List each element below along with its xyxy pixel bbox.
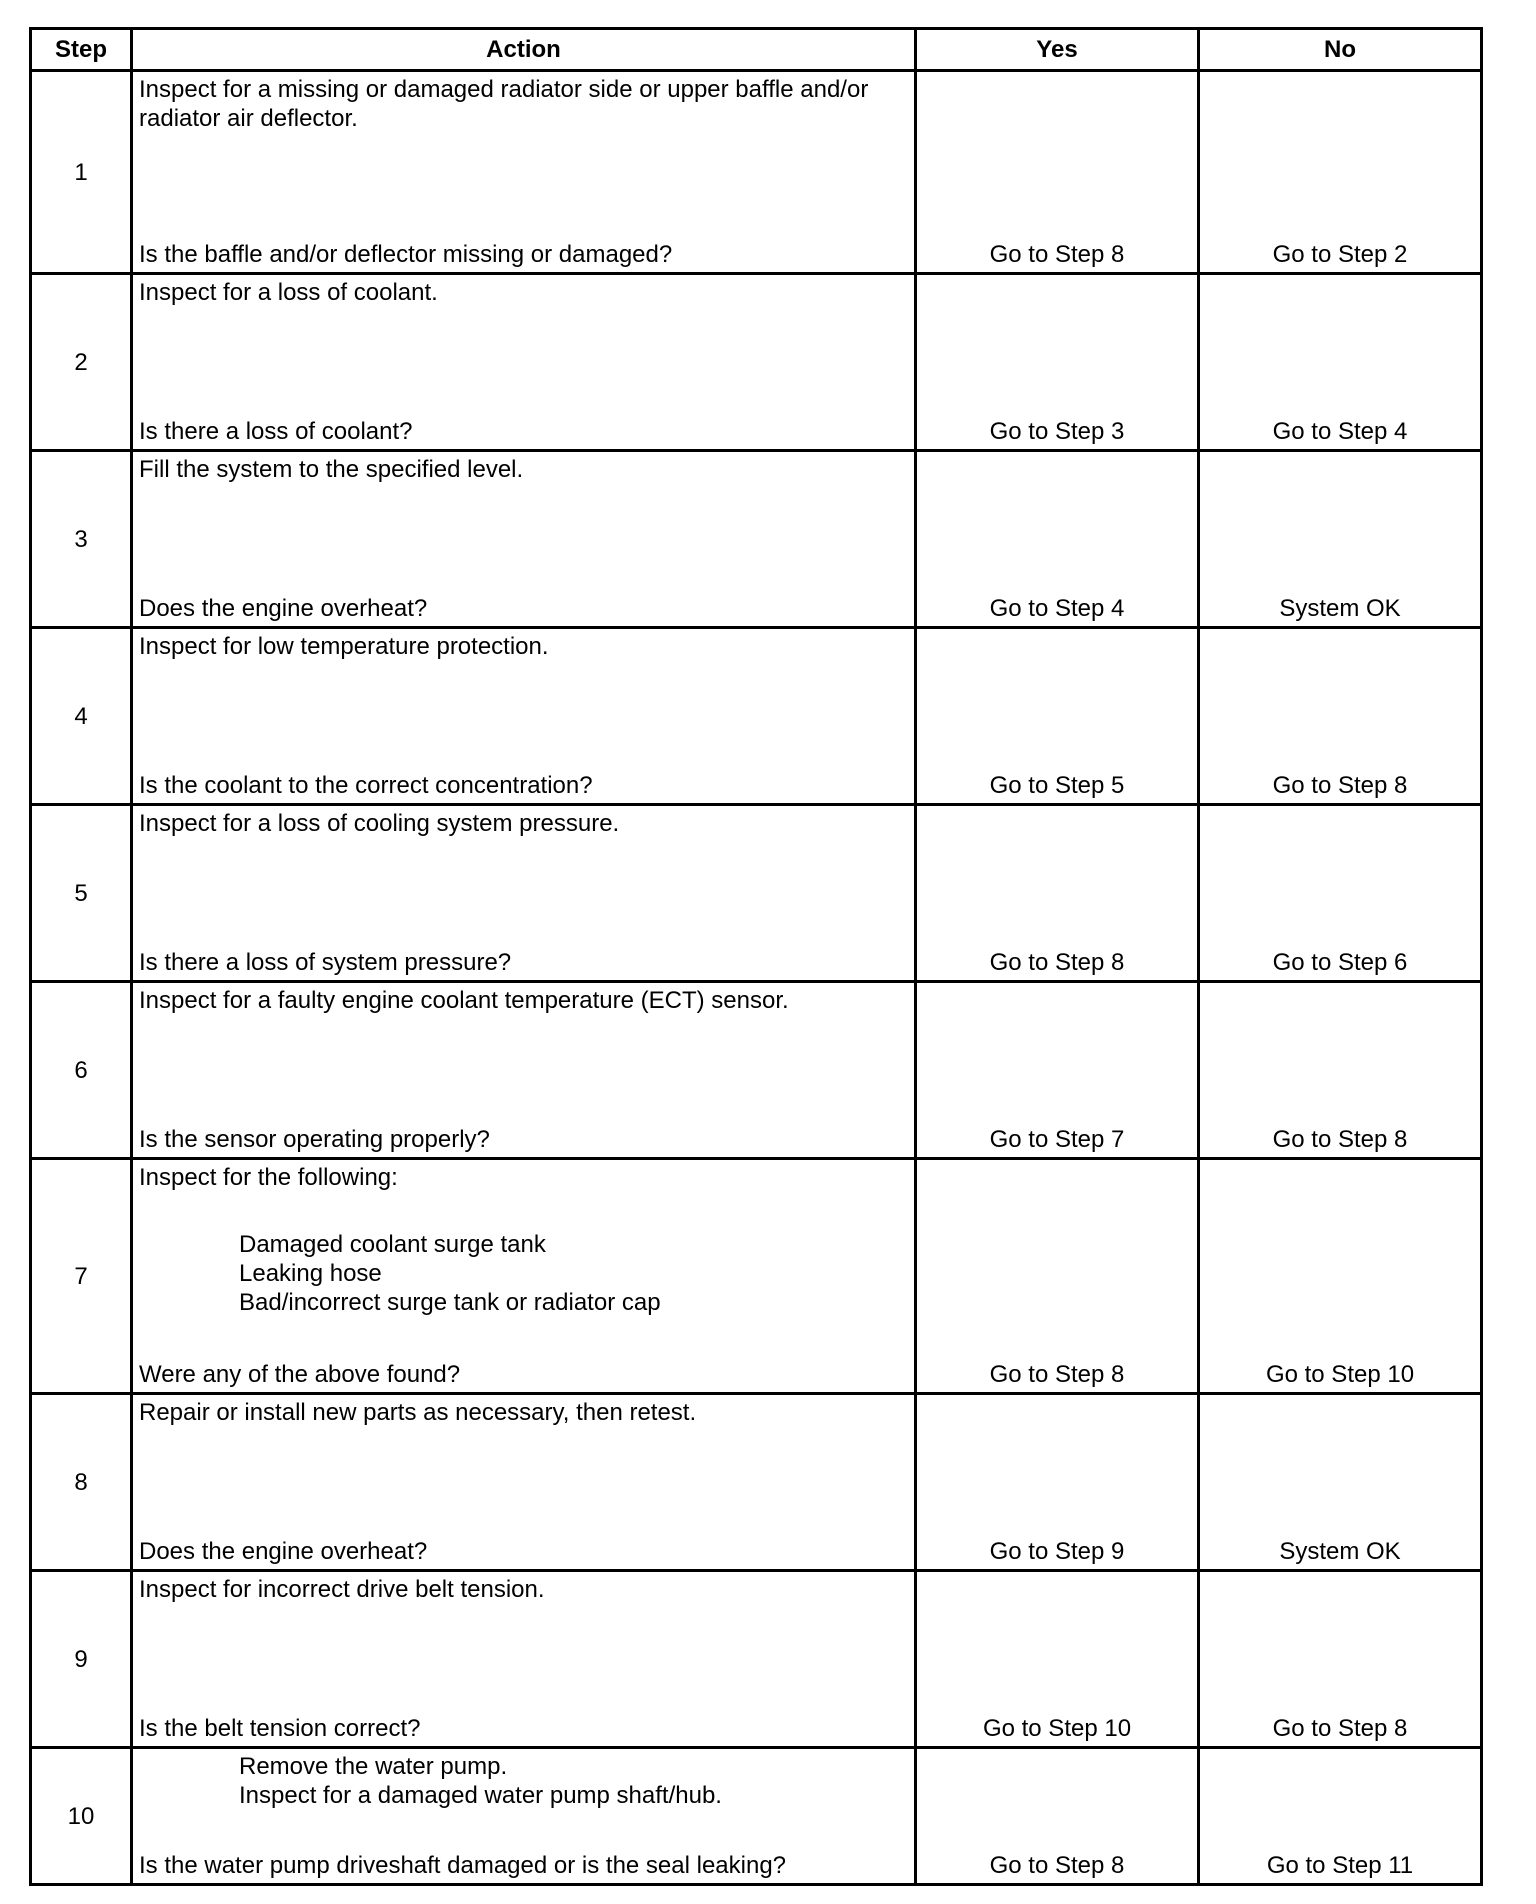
sub-item: Bad/incorrect surge tank or radiator cap	[239, 1289, 661, 1316]
yes-cell	[916, 805, 1199, 982]
instruction-line: Fill the system to the specified level.	[139, 456, 524, 483]
sub-item-list	[139, 1752, 906, 1810]
action-content	[139, 632, 906, 800]
yes-cell	[916, 1748, 1199, 1885]
action-cell	[132, 628, 916, 805]
yes-cell	[916, 71, 1199, 274]
yes-outcome: Go to Step 9	[989, 1538, 1125, 1565]
question: Is the sensor operating properly?	[139, 1126, 490, 1153]
yes-outcome: Go to Step 8	[989, 241, 1125, 268]
table-row	[31, 451, 1482, 628]
no-cell	[1199, 1394, 1482, 1571]
step-number: 4	[31, 628, 132, 805]
instruction-line: Inspect for a missing or damaged radiator side or upper baffle and/or	[139, 76, 869, 103]
no-cell	[1199, 451, 1482, 628]
instruction-line: Repair or install new parts as necessary, then retest.	[139, 1399, 697, 1426]
sub-item: Inspect for a damaged water pump shaft/hub.	[239, 1782, 722, 1809]
action-cell	[132, 982, 916, 1159]
no-outcome: Go to Step 10	[1265, 1361, 1415, 1388]
instruction-line: Inspect for a loss of coolant.	[139, 279, 438, 306]
yes-cell	[916, 628, 1199, 805]
step-number: 3	[31, 451, 132, 628]
sub-item: Damaged coolant surge tank	[239, 1231, 546, 1258]
no-outcome: Go to Step 4	[1272, 418, 1408, 445]
table-row	[31, 1571, 1482, 1748]
yes-outcome: Go to Step 8	[989, 949, 1125, 976]
yes-cell	[916, 451, 1199, 628]
yes-outcome: Go to Step 8	[989, 1361, 1125, 1388]
instruction-line: Inspect for low temperature protection.	[139, 633, 549, 660]
yes-outcome: Go to Step 10	[982, 1715, 1132, 1742]
no-outcome: Go to Step 8	[1272, 772, 1408, 799]
yes-outcome: Go to Step 3	[989, 418, 1125, 445]
no-cell	[1199, 805, 1482, 982]
sub-item: Remove the water pump.	[239, 1753, 508, 1780]
yes-cell	[916, 1571, 1199, 1748]
header-action: Action	[132, 29, 916, 71]
no-outcome: Go to Step 8	[1272, 1126, 1408, 1153]
action-cell	[132, 1748, 916, 1885]
step-number: 5	[31, 805, 132, 982]
no-outcome: Go to Step 8	[1272, 1715, 1408, 1742]
action-content	[139, 986, 906, 1154]
action-cell	[132, 274, 916, 451]
table-row	[31, 274, 1482, 451]
instruction-line: Inspect for incorrect drive belt tension.	[139, 1576, 545, 1603]
table-row	[31, 805, 1482, 982]
action-cell	[132, 451, 916, 628]
diagnostic-table	[29, 27, 1483, 1886]
instruction-line: Inspect for a loss of cooling system pressure.	[139, 810, 620, 837]
table-row	[31, 1394, 1482, 1571]
instruction-line: Inspect for a faulty engine coolant temperature (ECT) sensor.	[139, 987, 789, 1014]
table-row	[31, 71, 1482, 274]
step-number: 7	[31, 1159, 132, 1394]
header-yes: Yes	[916, 29, 1199, 71]
question: Is the belt tension correct?	[139, 1715, 421, 1742]
yes-outcome: Go to Step 7	[989, 1126, 1125, 1153]
action-content	[139, 1752, 906, 1880]
no-cell	[1199, 71, 1482, 274]
question: Is the baffle and/or deflector missing or damaged?	[139, 241, 673, 268]
yes-cell	[916, 1394, 1199, 1571]
header-step: Step	[31, 29, 132, 71]
no-cell	[1199, 1571, 1482, 1748]
action-cell	[132, 1394, 916, 1571]
no-outcome: System OK	[1279, 595, 1401, 622]
action-content	[139, 455, 906, 623]
yes-cell	[916, 1159, 1199, 1394]
instruction-line: radiator air deflector.	[139, 105, 358, 132]
question: Is the coolant to the correct concentration?	[139, 772, 593, 799]
step-number: 6	[31, 982, 132, 1159]
no-cell	[1199, 628, 1482, 805]
header-no: No	[1199, 29, 1482, 71]
action-content	[139, 75, 906, 269]
no-cell	[1199, 1748, 1482, 1885]
question: Is there a loss of system pressure?	[139, 949, 512, 976]
table-row	[31, 628, 1482, 805]
step-number: 8	[31, 1394, 132, 1571]
question: Is the water pump driveshaft damaged or is the seal leaking?	[139, 1852, 787, 1879]
yes-cell	[916, 274, 1199, 451]
action-cell	[132, 1159, 916, 1394]
instruction-line: Inspect for the following:	[139, 1164, 398, 1191]
action-cell	[132, 805, 916, 982]
step-number: 1	[31, 71, 132, 274]
table-row	[31, 1159, 1482, 1394]
action-content	[139, 809, 906, 977]
action-cell	[132, 1571, 916, 1748]
table-row	[31, 1748, 1482, 1885]
step-number: 2	[31, 274, 132, 451]
question: Were any of the above found?	[139, 1361, 461, 1388]
no-outcome: Go to Step 6	[1272, 949, 1408, 976]
action-content	[139, 278, 906, 446]
action-content	[139, 1163, 906, 1389]
yes-outcome: Go to Step 8	[989, 1852, 1125, 1879]
no-cell	[1199, 1159, 1482, 1394]
no-cell	[1199, 274, 1482, 451]
question: Does the engine overheat?	[139, 1538, 428, 1565]
question: Is there a loss of coolant?	[139, 418, 413, 445]
step-number: 10	[31, 1748, 132, 1885]
sub-item: Leaking hose	[239, 1260, 382, 1287]
no-outcome: Go to Step 11	[1266, 1852, 1414, 1879]
no-outcome: System OK	[1279, 1538, 1401, 1565]
action-content	[139, 1398, 906, 1566]
yes-outcome: Go to Step 4	[989, 595, 1125, 622]
header-row	[31, 29, 1482, 71]
no-cell	[1199, 982, 1482, 1159]
action-content	[139, 1575, 906, 1743]
yes-outcome: Go to Step 5	[989, 772, 1125, 799]
yes-cell	[916, 982, 1199, 1159]
no-outcome: Go to Step 2	[1272, 241, 1408, 268]
step-number: 9	[31, 1571, 132, 1748]
question: Does the engine overheat?	[139, 595, 428, 622]
sub-item-list	[139, 1230, 906, 1317]
action-cell	[132, 71, 916, 274]
table-row	[31, 982, 1482, 1159]
